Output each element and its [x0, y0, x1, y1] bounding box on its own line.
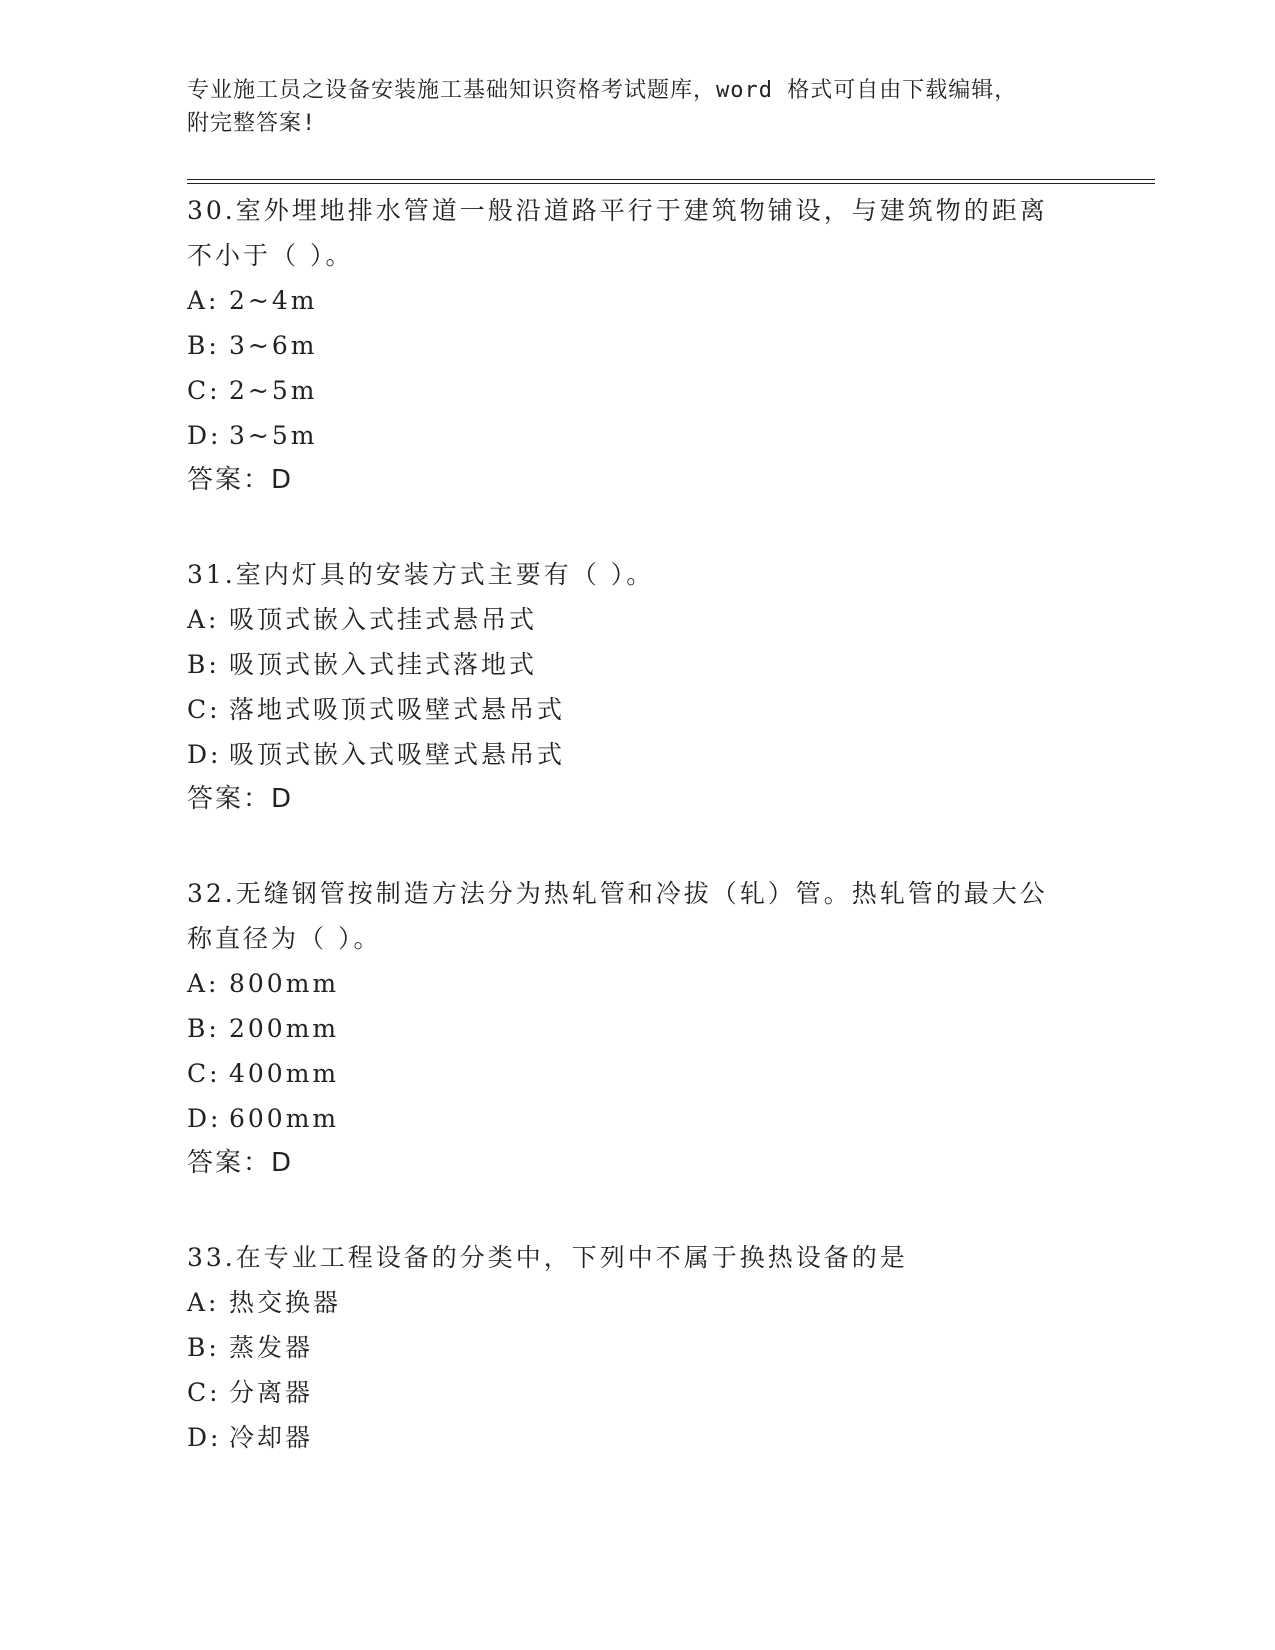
question-33-option-a	[187, 1280, 1087, 1325]
question-31-option-b	[187, 642, 1087, 687]
question-30-option-a	[187, 278, 1087, 323]
document-page	[187, 0, 1187, 1650]
option-key: C:	[187, 1059, 221, 1088]
question-32-option-d	[187, 1096, 1087, 1141]
option-text: 3~5m	[229, 421, 318, 450]
question-31-stem-line-1: 31.室内灯具的安装方式主要有（ ）。	[187, 560, 655, 589]
option-key: B:	[187, 650, 220, 679]
question-30-option-d	[187, 413, 1087, 458]
option-text: 2~4m	[229, 286, 318, 315]
option-key: A:	[187, 1288, 220, 1317]
option-text: 200mm	[229, 1014, 340, 1043]
header-double-rule	[187, 179, 1155, 184]
option-text: 热交换器	[229, 1288, 342, 1317]
question-32-stem-line-2: 称直径为（ ）。	[187, 924, 382, 953]
question-30-stem-line-1: 30.室外埋地排水管道一般沿道路平行于建筑物铺设，与建筑物的距离	[187, 196, 1048, 225]
option-key: B:	[187, 1014, 220, 1043]
question-32	[187, 871, 1087, 1186]
option-text: 3~6m	[229, 331, 318, 360]
option-key: D:	[187, 421, 222, 450]
option-key: D:	[187, 1423, 222, 1452]
question-31-answer: 答案：D	[187, 784, 294, 814]
option-text: 蒸发器	[229, 1333, 314, 1362]
question-32-option-a	[187, 961, 1087, 1006]
option-text: 400mm	[229, 1059, 340, 1088]
option-text: 800mm	[229, 969, 340, 998]
option-text: 2~5m	[229, 376, 318, 405]
document-header	[187, 74, 1087, 140]
question-30-option-b	[187, 323, 1087, 368]
option-key: C:	[187, 376, 221, 405]
question-33-option-d	[187, 1415, 1087, 1460]
question-30-stem-line-2: 不小于（ ）。	[187, 241, 354, 270]
header-line-2: 附完整答案!	[187, 111, 317, 136]
option-key: A:	[187, 969, 220, 998]
option-text: 落地式吸顶式吸壁式悬吊式	[229, 695, 566, 724]
option-key: D:	[187, 740, 222, 769]
question-33-option-c	[187, 1370, 1087, 1415]
question-32-answer: 答案：D	[187, 1148, 294, 1178]
option-key: A:	[187, 605, 220, 634]
option-text: 吸顶式嵌入式吸壁式悬吊式	[229, 740, 566, 769]
header-line-1: 专业施工员之设备安装施工基础知识资格考试题库，word 格式可自由下载编辑，	[187, 78, 1018, 103]
option-key: B:	[187, 1333, 220, 1362]
option-key: C:	[187, 695, 221, 724]
question-31	[187, 552, 1087, 822]
question-31-option-c	[187, 687, 1087, 732]
question-32-option-b	[187, 1006, 1087, 1051]
option-key: D:	[187, 1104, 222, 1133]
option-key: B:	[187, 331, 220, 360]
question-30	[187, 188, 1087, 503]
option-text: 冷却器	[229, 1423, 314, 1452]
option-text: 分离器	[229, 1378, 314, 1407]
question-31-option-a	[187, 597, 1087, 642]
question-30-answer: 答案：D	[187, 465, 294, 495]
option-text: 600mm	[229, 1104, 340, 1133]
question-31-option-d	[187, 732, 1087, 777]
option-text: 吸顶式嵌入式挂式悬吊式	[229, 605, 538, 634]
question-33-option-b	[187, 1325, 1087, 1370]
option-key: C:	[187, 1378, 221, 1407]
question-33	[187, 1235, 1087, 1460]
question-32-stem-line-1: 32.无缝钢管按制造方法分为热轧管和冷拔（轧）管。热轧管的最大公	[187, 879, 1048, 908]
option-text: 吸顶式嵌入式挂式落地式	[229, 650, 538, 679]
option-key: A:	[187, 286, 220, 315]
question-33-stem-line-1: 33.在专业工程设备的分类中，下列中不属于换热设备的是	[187, 1243, 908, 1272]
question-32-option-c	[187, 1051, 1087, 1096]
question-30-option-c	[187, 368, 1087, 413]
